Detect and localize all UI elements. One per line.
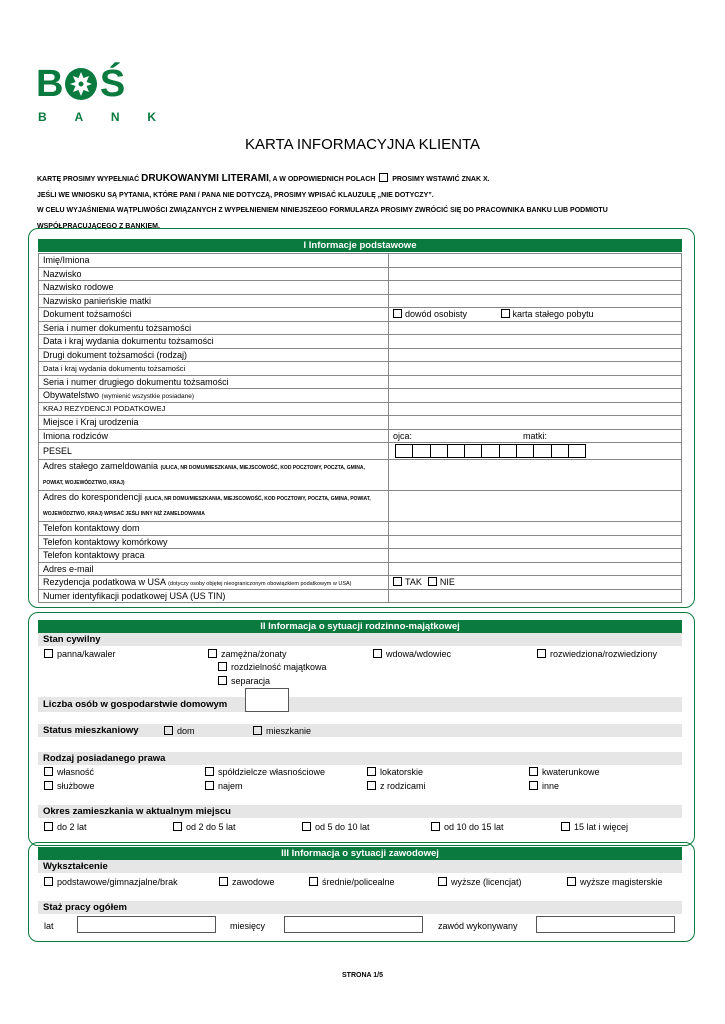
table-row	[39, 267, 682, 281]
option-label: od 2 do 5 lat	[186, 822, 236, 832]
period-under-2-checkbox[interactable]	[44, 822, 53, 831]
field-note: (ULICA, NR DOMU/MIESZKANIA, MIEJSCOWOŚĆ, KOD POCZTOWY, POCZTA, GMINA, POWIAT, WOJEWÓDZTWO, KRAJ)	[43, 465, 365, 486]
section-header-family: II Informacja o sytuacji rodzinno-majątkowej	[38, 620, 682, 633]
period-option	[173, 822, 236, 832]
option-label: od 5 do 10 lat	[315, 822, 370, 832]
widowed-checkbox[interactable]	[373, 649, 382, 658]
education-option	[309, 877, 395, 887]
pesel-digit-box[interactable]	[568, 444, 586, 458]
pesel-digit-box[interactable]	[412, 444, 430, 458]
second-id-number-field[interactable]	[389, 375, 682, 389]
field-label: Telefon kontaktowy komórkowy	[39, 535, 389, 549]
field-label: Imię/Imiona	[39, 254, 389, 268]
field-label-correspondence-address	[39, 491, 389, 522]
instruction-text: , A W ODPOWIEDNICH POLACH	[268, 176, 378, 183]
service-housing-checkbox[interactable]	[44, 781, 53, 790]
period-5-10-checkbox[interactable]	[302, 822, 311, 831]
field-note: (ULICA, NR DOMU/MIESZKANIA, MIEJSCOWOŚĆ, KOD POCZTOWY, POCZTA, GMINA, POWIAT, WOJEWÓDZTWO, KRAJ) WPISAĆ JEŚLI INNY NIŻ ZAMELDOWANIA	[43, 496, 371, 517]
field-label: Telefon kontaktowy praca	[39, 549, 389, 563]
option-label: najem	[218, 781, 243, 791]
us-tax-yes-checkbox[interactable]	[393, 577, 402, 586]
page-number: STRONA 1/5	[342, 972, 383, 979]
pesel-digit-box[interactable]	[447, 444, 465, 458]
marital-option	[208, 649, 287, 659]
option-label: dom	[177, 726, 195, 736]
pesel-digit-box[interactable]	[395, 444, 413, 458]
field-label: Rezydencja podatkowa w USA	[43, 577, 166, 588]
field-note: (dotyczy osoby objętej nieograniczonym obowiązkiem podatkowym w USA)	[168, 581, 352, 588]
option-label: NIE	[439, 577, 455, 588]
birth-name-field[interactable]	[389, 281, 682, 295]
mobile-phone-field[interactable]	[389, 535, 682, 549]
email-field[interactable]	[389, 562, 682, 576]
pesel-digit-box[interactable]	[551, 444, 569, 458]
divorced-checkbox[interactable]	[537, 649, 546, 658]
education-option	[438, 877, 522, 887]
field-label: Numer identyfikacji podatkowej USA (US TIN)	[39, 589, 389, 603]
period-2-5-checkbox[interactable]	[173, 822, 182, 831]
pesel-digit-box[interactable]	[499, 444, 517, 458]
instruction-text: PROSIMY WSTAWIĆ ZNAK X.	[390, 176, 490, 183]
option-label: mieszkanie	[266, 726, 312, 736]
example-checkbox-icon	[379, 173, 388, 182]
profession-field[interactable]	[536, 916, 675, 933]
education-master-checkbox[interactable]	[567, 877, 576, 886]
maple-leaf-icon	[64, 67, 98, 101]
option-label: rozdzielność majątkowa	[231, 662, 327, 672]
council-housing-checkbox[interactable]	[529, 767, 538, 776]
option-label: zawodowe	[232, 877, 275, 887]
option-label: lokatorskie	[380, 767, 424, 777]
field-label: PESEL	[39, 443, 389, 460]
table-row	[39, 335, 682, 349]
option-label: z rodzicami	[380, 781, 426, 791]
option-label: do 2 lat	[57, 822, 87, 832]
cooperative-checkbox[interactable]	[205, 767, 214, 776]
section-header-employment: III Informacja o sytuacji zawodowej	[38, 847, 682, 860]
ownership-option	[44, 781, 95, 791]
separate-property-checkbox[interactable]	[218, 662, 227, 671]
period-option	[431, 822, 504, 832]
tenant-checkbox[interactable]	[367, 767, 376, 776]
option-label: separacja	[231, 676, 271, 686]
option-label: wyższe (licencjat)	[451, 877, 522, 887]
mother-label: matki:	[523, 430, 548, 441]
marital-option	[44, 649, 116, 659]
logo-bank-letter: B	[38, 110, 47, 124]
correspondence-address-field[interactable]	[389, 491, 682, 522]
table-row	[39, 362, 682, 376]
separation-checkbox[interactable]	[218, 676, 227, 685]
single-checkbox[interactable]	[44, 649, 53, 658]
education-basic-checkbox[interactable]	[44, 877, 53, 886]
table-row	[39, 416, 682, 430]
field-label: Dokument tożsamości	[39, 308, 389, 322]
option-label: rozwiedziona/rozwiedziony	[550, 649, 658, 659]
first-name-field[interactable]	[389, 254, 682, 268]
instructions	[37, 171, 687, 234]
field-label-us-tax	[39, 576, 389, 590]
education-vocational-checkbox[interactable]	[219, 877, 228, 886]
field-label: Data i kraj wydania dokumentu tożsamości	[39, 335, 389, 349]
months-label: miesięcy	[230, 921, 266, 931]
period-10-15-checkbox[interactable]	[431, 822, 440, 831]
marital-option	[218, 662, 327, 672]
marital-option	[373, 649, 451, 659]
rent-checkbox[interactable]	[205, 781, 214, 790]
pesel-digit-box[interactable]	[464, 444, 482, 458]
table-row	[39, 443, 682, 460]
field-label: Nazwisko rodowe	[39, 281, 389, 295]
table-row	[39, 522, 682, 536]
pesel-digit-box[interactable]	[533, 444, 551, 458]
id-issue-field[interactable]	[389, 335, 682, 349]
instruction-line-2: JEŚLI WE WNIOSKU SĄ PYTANIA, KTÓRE PANI / PANA NIE DOTYCZĄ, PROSIMY WPISAĆ KLAUZULĘ „NIE DOTYCZY”.	[37, 191, 434, 199]
marital-option	[537, 649, 657, 659]
option-label: panna/kawaler	[57, 649, 116, 659]
ownership-option	[367, 767, 423, 777]
option-label: zamężna/żonaty	[221, 649, 287, 659]
mother-maiden-name-field[interactable]	[389, 294, 682, 308]
table-row	[39, 375, 682, 389]
field-label: Seria i numer dokumentu tożsamości	[39, 321, 389, 335]
household-count-field[interactable]	[245, 688, 289, 712]
period-option	[302, 822, 370, 832]
table-row	[39, 294, 682, 308]
option-label: średnie/policealne	[322, 877, 395, 887]
months-field[interactable]	[284, 916, 423, 933]
option-label: 15 lat i więcej	[574, 822, 629, 832]
period-option	[561, 822, 628, 832]
father-label: ojca:	[393, 430, 413, 441]
bank-logo	[36, 62, 156, 124]
permanent-address-field[interactable]	[389, 460, 682, 491]
table-row	[39, 576, 682, 590]
table-row	[39, 402, 682, 416]
table-row	[39, 429, 682, 443]
us-tax-no-checkbox[interactable]	[428, 577, 437, 586]
education-option	[219, 877, 275, 887]
education-heading: Wykształcenie	[38, 860, 682, 873]
option-label: TAK	[405, 577, 422, 588]
field-label: Telefon kontaktowy dom	[39, 522, 389, 536]
field-label: Data i kraj wydania dokumentu tożsamości	[39, 362, 389, 376]
logo-letter-b: B	[36, 62, 63, 105]
table-row	[39, 491, 682, 522]
table-row	[39, 389, 682, 403]
option-label: dowód osobisty	[405, 309, 468, 320]
birthplace-field[interactable]	[389, 416, 682, 430]
apartment-checkbox[interactable]	[253, 726, 262, 735]
ownership-checkbox[interactable]	[44, 767, 53, 776]
logo-letter-s: Ś	[99, 62, 125, 105]
pesel-digit-box[interactable]	[516, 444, 534, 458]
housing-status-heading: Status mieszkaniowy	[38, 724, 682, 737]
work-phone-field[interactable]	[389, 549, 682, 563]
table-row	[39, 549, 682, 563]
seniority-heading: Staż pracy ogółem	[38, 901, 682, 914]
field-label: Nazwisko	[39, 267, 389, 281]
field-note: (wymienić wszystkie posiadane)	[101, 393, 195, 401]
us-tax-options	[389, 576, 682, 590]
education-secondary-checkbox[interactable]	[309, 877, 318, 886]
field-label: Adres stałego zameldowania	[43, 461, 159, 471]
field-label-permanent-address	[39, 460, 389, 491]
parents-names	[389, 429, 682, 443]
section-header-basic: I Informacje podstawowe	[38, 239, 682, 252]
id-document-options	[389, 308, 682, 322]
marital-status-heading: Stan cywilny	[38, 633, 682, 646]
field-label: Seria i numer drugiego dokumentu tożsamości	[39, 375, 389, 389]
option-label: służbowe	[57, 781, 95, 791]
household-heading: Liczba osób w gospodarstwie domowym	[38, 697, 682, 712]
instruction-line-1	[37, 171, 687, 188]
with-parents-checkbox[interactable]	[367, 781, 376, 790]
education-option	[44, 877, 178, 887]
field-label-citizenship	[39, 389, 389, 403]
table-row	[39, 460, 682, 491]
house-checkbox[interactable]	[164, 726, 173, 735]
instruction-emphasis: DRUKOWANYMI LITERAMI	[141, 173, 269, 184]
logo-bank-letter: A	[74, 110, 84, 124]
housing-option	[253, 726, 311, 736]
pesel-digit-box[interactable]	[430, 444, 448, 458]
profession-label: zawód wykonywany	[438, 921, 518, 931]
home-phone-field[interactable]	[389, 522, 682, 536]
second-id-issue-field[interactable]	[389, 362, 682, 376]
ownership-heading: Rodzaj posiadanego prawa	[38, 752, 682, 765]
instruction-text: KARTĘ PROSIMY WYPEŁNIAĆ	[37, 176, 142, 183]
option-label: kwaterunkowe	[542, 767, 600, 777]
option-label: własność	[57, 767, 95, 777]
housing-option	[164, 726, 195, 736]
pesel-boxes	[389, 443, 682, 460]
field-label: Obywatelstwo	[43, 390, 100, 401]
table-row	[39, 254, 682, 268]
pesel-digit-box[interactable]	[481, 444, 499, 458]
married-checkbox[interactable]	[208, 649, 217, 658]
marital-option	[218, 676, 270, 686]
field-label: Adres do korespondencji	[43, 492, 143, 502]
residence-period-heading: Okres zamieszkania w aktualnym miejscu	[38, 805, 682, 818]
ownership-option	[205, 767, 325, 777]
logo-bank-letter: N	[110, 110, 120, 124]
education-bachelor-checkbox[interactable]	[438, 877, 447, 886]
tax-residence-field[interactable]	[389, 402, 682, 416]
years-field[interactable]	[77, 916, 216, 933]
logo-bank-text	[38, 110, 156, 124]
table-row	[39, 321, 682, 335]
field-label: Miejsce i Kraj urodzenia	[39, 416, 389, 430]
field-label: Adres e-mail	[39, 562, 389, 576]
option-label: podstawowe/gimnazjalne/brak	[57, 877, 178, 887]
field-label: Imiona rodziców	[39, 429, 389, 443]
second-id-type-field[interactable]	[389, 348, 682, 362]
table-row	[39, 308, 682, 322]
ownership-option	[529, 767, 600, 777]
residence-card-checkbox[interactable]	[501, 309, 510, 318]
logo-bank-letter: K	[147, 110, 156, 124]
id-number-field[interactable]	[389, 321, 682, 335]
ownership-option	[44, 767, 94, 777]
field-label: Drugi dokument tożsamości (rodzaj)	[39, 348, 389, 362]
table-row	[39, 348, 682, 362]
other-checkbox[interactable]	[529, 781, 538, 790]
table-row	[39, 589, 682, 603]
us-tin-field[interactable]	[389, 589, 682, 603]
period-option	[44, 822, 87, 832]
option-label: spółdzielcze własnościowe	[218, 767, 326, 777]
field-label: Nazwisko panieńskie matki	[39, 294, 389, 308]
option-label: karta stałego pobytu	[512, 309, 594, 320]
basic-info-table	[38, 253, 682, 603]
ownership-option	[367, 781, 426, 791]
option-label: inne	[542, 781, 560, 791]
table-row	[39, 562, 682, 576]
ownership-option	[529, 781, 559, 791]
table-row	[39, 281, 682, 295]
instruction-line-3: W CELU WYJAŚNIENIA WĄTPLIWOŚCI ZWIĄZANYCH Z WYPEŁNIENIEM NINIEJSZEGO FORMULARZA PROSIMY ZWRÓCIĆ SIĘ DO PRACOWNIKA BANKU LUB PODMIOTU WSPÓŁPRACUJĄCEGO Z BANKIEM.	[37, 207, 608, 230]
option-label: od 10 do 15 lat	[444, 822, 504, 832]
period-15-plus-checkbox[interactable]	[561, 822, 570, 831]
table-row	[39, 535, 682, 549]
years-label: lat	[44, 921, 54, 931]
ownership-option	[205, 781, 243, 791]
option-label: wyższe magisterskie	[580, 877, 663, 887]
id-card-checkbox[interactable]	[393, 309, 402, 318]
option-label: wdowa/wdowiec	[386, 649, 452, 659]
education-option	[567, 877, 663, 887]
field-label: KRAJ REZYDENCJI PODATKOWEJ	[39, 402, 389, 416]
last-name-field[interactable]	[389, 267, 682, 281]
page-title: KARTA INFORMACYJNA KLIENTA	[244, 136, 481, 153]
citizenship-field[interactable]	[389, 389, 682, 403]
